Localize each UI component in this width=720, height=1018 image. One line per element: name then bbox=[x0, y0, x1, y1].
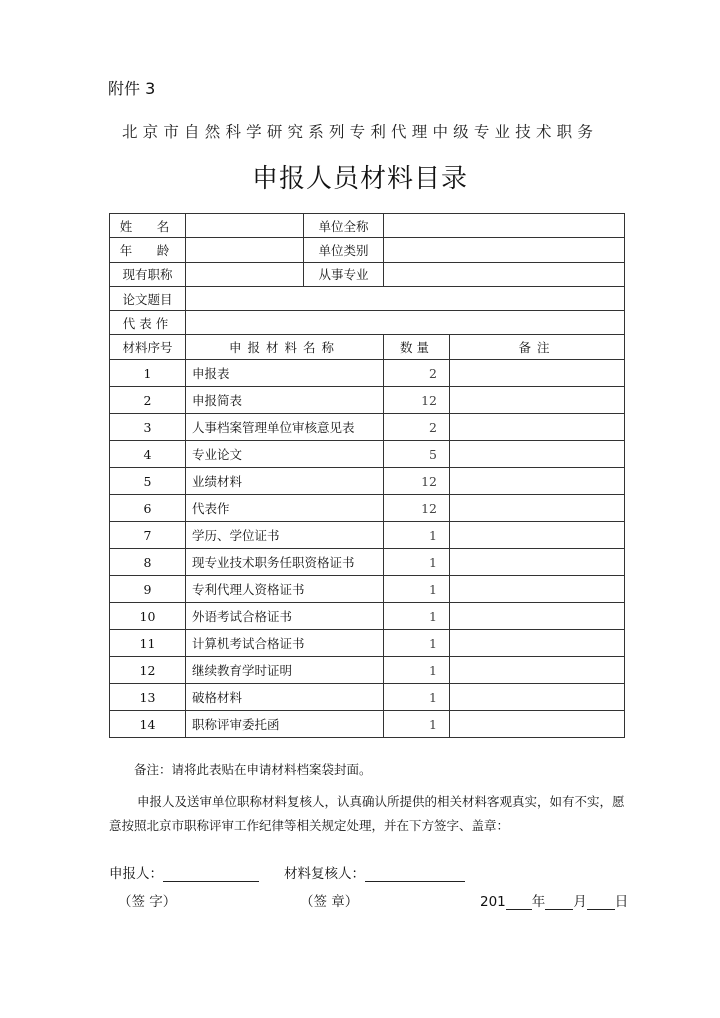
material-remark[interactable] bbox=[450, 630, 625, 657]
material-remark[interactable] bbox=[450, 468, 625, 495]
material-name: 专利代理人资格证书 bbox=[186, 576, 384, 603]
material-remark[interactable] bbox=[450, 522, 625, 549]
material-qty: 1 bbox=[384, 657, 450, 684]
info-row-age bbox=[110, 238, 625, 262]
thesis-label: 论文题目 bbox=[110, 286, 186, 310]
month-line[interactable] bbox=[545, 893, 573, 910]
material-no: 5 bbox=[110, 468, 186, 495]
material-row bbox=[110, 387, 625, 414]
material-no: 1 bbox=[110, 360, 186, 387]
title-value[interactable] bbox=[186, 262, 304, 286]
material-name: 申报简表 bbox=[186, 387, 384, 414]
material-remark[interactable] bbox=[450, 603, 625, 630]
date-field bbox=[480, 890, 628, 910]
unit-type-label: 单位类别 bbox=[304, 238, 384, 262]
declaration-text bbox=[109, 790, 629, 838]
material-no: 11 bbox=[110, 630, 186, 657]
material-remark[interactable] bbox=[450, 360, 625, 387]
info-row-works bbox=[110, 311, 625, 335]
material-row bbox=[110, 495, 625, 522]
info-row-thesis bbox=[110, 286, 625, 310]
thesis-value[interactable] bbox=[186, 286, 625, 310]
material-row bbox=[110, 360, 625, 387]
material-rows bbox=[110, 360, 625, 738]
material-remark[interactable] bbox=[450, 684, 625, 711]
applicant-label: 申报人： bbox=[109, 866, 163, 882]
col-name-header: 申报材料名称 bbox=[186, 335, 384, 360]
material-name: 申报表 bbox=[186, 360, 384, 387]
material-row bbox=[110, 630, 625, 657]
material-qty: 1 bbox=[384, 684, 450, 711]
name-label: 姓 名 bbox=[110, 214, 186, 238]
age-label: 年 龄 bbox=[110, 238, 186, 262]
material-remark[interactable] bbox=[450, 495, 625, 522]
unit-value[interactable] bbox=[384, 214, 625, 238]
reviewer-line[interactable] bbox=[365, 865, 465, 882]
material-qty: 12 bbox=[384, 495, 450, 522]
day-label: 日 bbox=[614, 894, 629, 910]
material-row bbox=[110, 576, 625, 603]
material-row bbox=[110, 441, 625, 468]
material-no: 12 bbox=[110, 657, 186, 684]
name-value[interactable] bbox=[186, 214, 304, 238]
title-label: 现有职称 bbox=[110, 262, 186, 286]
document-title: 申报人员材料目录 bbox=[251, 164, 468, 194]
applicant-line[interactable] bbox=[163, 865, 259, 882]
info-row-title bbox=[110, 262, 625, 286]
material-qty: 5 bbox=[384, 441, 450, 468]
unit-type-value[interactable] bbox=[384, 238, 625, 262]
material-name: 计算机考试合格证书 bbox=[186, 630, 384, 657]
declaration-body: 申报人及送审单位职称材料复核人，认真确认所提供的相关材料客观真实，如有不实，愿意按照北京市职称评审工作纪律等相关规定处理，并在下方签字、盖章： bbox=[109, 794, 625, 833]
column-header-row bbox=[110, 335, 625, 360]
material-row bbox=[110, 657, 625, 684]
material-remark[interactable] bbox=[450, 576, 625, 603]
material-name: 破格材料 bbox=[186, 684, 384, 711]
year-line[interactable] bbox=[506, 893, 532, 910]
month-label: 月 bbox=[573, 894, 587, 910]
material-name: 专业论文 bbox=[186, 441, 384, 468]
material-remark[interactable] bbox=[450, 711, 625, 738]
material-name: 现专业技术职务任职资格证书 bbox=[186, 549, 384, 576]
attachment-label: 附件 3 bbox=[108, 79, 156, 98]
col-qty-header: 数量 bbox=[384, 335, 450, 360]
material-name: 业绩材料 bbox=[186, 468, 384, 495]
material-row bbox=[110, 414, 625, 441]
material-row bbox=[110, 684, 625, 711]
unit-label: 单位全称 bbox=[304, 214, 384, 238]
material-no: 3 bbox=[110, 414, 186, 441]
sign-label: （签 字） bbox=[118, 894, 177, 910]
material-remark[interactable] bbox=[450, 414, 625, 441]
material-qty: 12 bbox=[384, 387, 450, 414]
material-name: 继续教育学时证明 bbox=[186, 657, 384, 684]
material-name: 代表作 bbox=[186, 495, 384, 522]
material-row bbox=[110, 711, 625, 738]
material-qty: 2 bbox=[384, 414, 450, 441]
materials-table bbox=[109, 213, 625, 738]
material-qty: 12 bbox=[384, 468, 450, 495]
material-no: 6 bbox=[110, 495, 186, 522]
day-line[interactable] bbox=[587, 893, 615, 910]
document-subtitle: 北京市自然科学研究系列专利代理中级专业技术职务 bbox=[121, 123, 599, 141]
material-qty: 1 bbox=[384, 549, 450, 576]
material-row bbox=[110, 549, 625, 576]
age-value[interactable] bbox=[186, 238, 304, 262]
material-no: 13 bbox=[110, 684, 186, 711]
footer-note: 备注：请将此表贴在申请材料档案袋封面。 bbox=[134, 762, 372, 777]
material-name: 外语考试合格证书 bbox=[186, 603, 384, 630]
material-no: 2 bbox=[110, 387, 186, 414]
material-remark[interactable] bbox=[450, 441, 625, 468]
material-no: 4 bbox=[110, 441, 186, 468]
material-no: 9 bbox=[110, 576, 186, 603]
material-no: 14 bbox=[110, 711, 186, 738]
material-no: 7 bbox=[110, 522, 186, 549]
material-name: 人事档案管理单位审核意见表 bbox=[186, 414, 384, 441]
col-remark-header: 备注 bbox=[450, 335, 625, 360]
year-prefix: 201 bbox=[480, 894, 506, 910]
material-name: 学历、学位证书 bbox=[186, 522, 384, 549]
material-qty: 1 bbox=[384, 603, 450, 630]
material-qty: 2 bbox=[384, 360, 450, 387]
material-row bbox=[110, 468, 625, 495]
specialty-label: 从事专业 bbox=[304, 262, 384, 286]
applicant-signature bbox=[109, 862, 259, 882]
material-no: 10 bbox=[110, 603, 186, 630]
material-remark[interactable] bbox=[450, 657, 625, 684]
col-seq-header: 材料序号 bbox=[110, 335, 186, 360]
year-label: 年 bbox=[531, 894, 546, 910]
material-remark[interactable] bbox=[450, 549, 625, 576]
works-value[interactable] bbox=[186, 311, 625, 335]
material-row bbox=[110, 603, 625, 630]
specialty-value[interactable] bbox=[384, 262, 625, 286]
material-row bbox=[110, 522, 625, 549]
material-qty: 1 bbox=[384, 711, 450, 738]
info-row-name bbox=[110, 214, 625, 238]
reviewer-label: 材料复核人： bbox=[284, 866, 365, 882]
material-no: 8 bbox=[110, 549, 186, 576]
material-remark[interactable] bbox=[450, 387, 625, 414]
material-qty: 1 bbox=[384, 630, 450, 657]
material-qty: 1 bbox=[384, 576, 450, 603]
reviewer-signature bbox=[284, 862, 465, 882]
works-label: 代表作 bbox=[110, 311, 186, 335]
material-qty: 1 bbox=[384, 522, 450, 549]
seal-label: （签 章） bbox=[300, 894, 359, 910]
material-name: 职称评审委托函 bbox=[186, 711, 384, 738]
